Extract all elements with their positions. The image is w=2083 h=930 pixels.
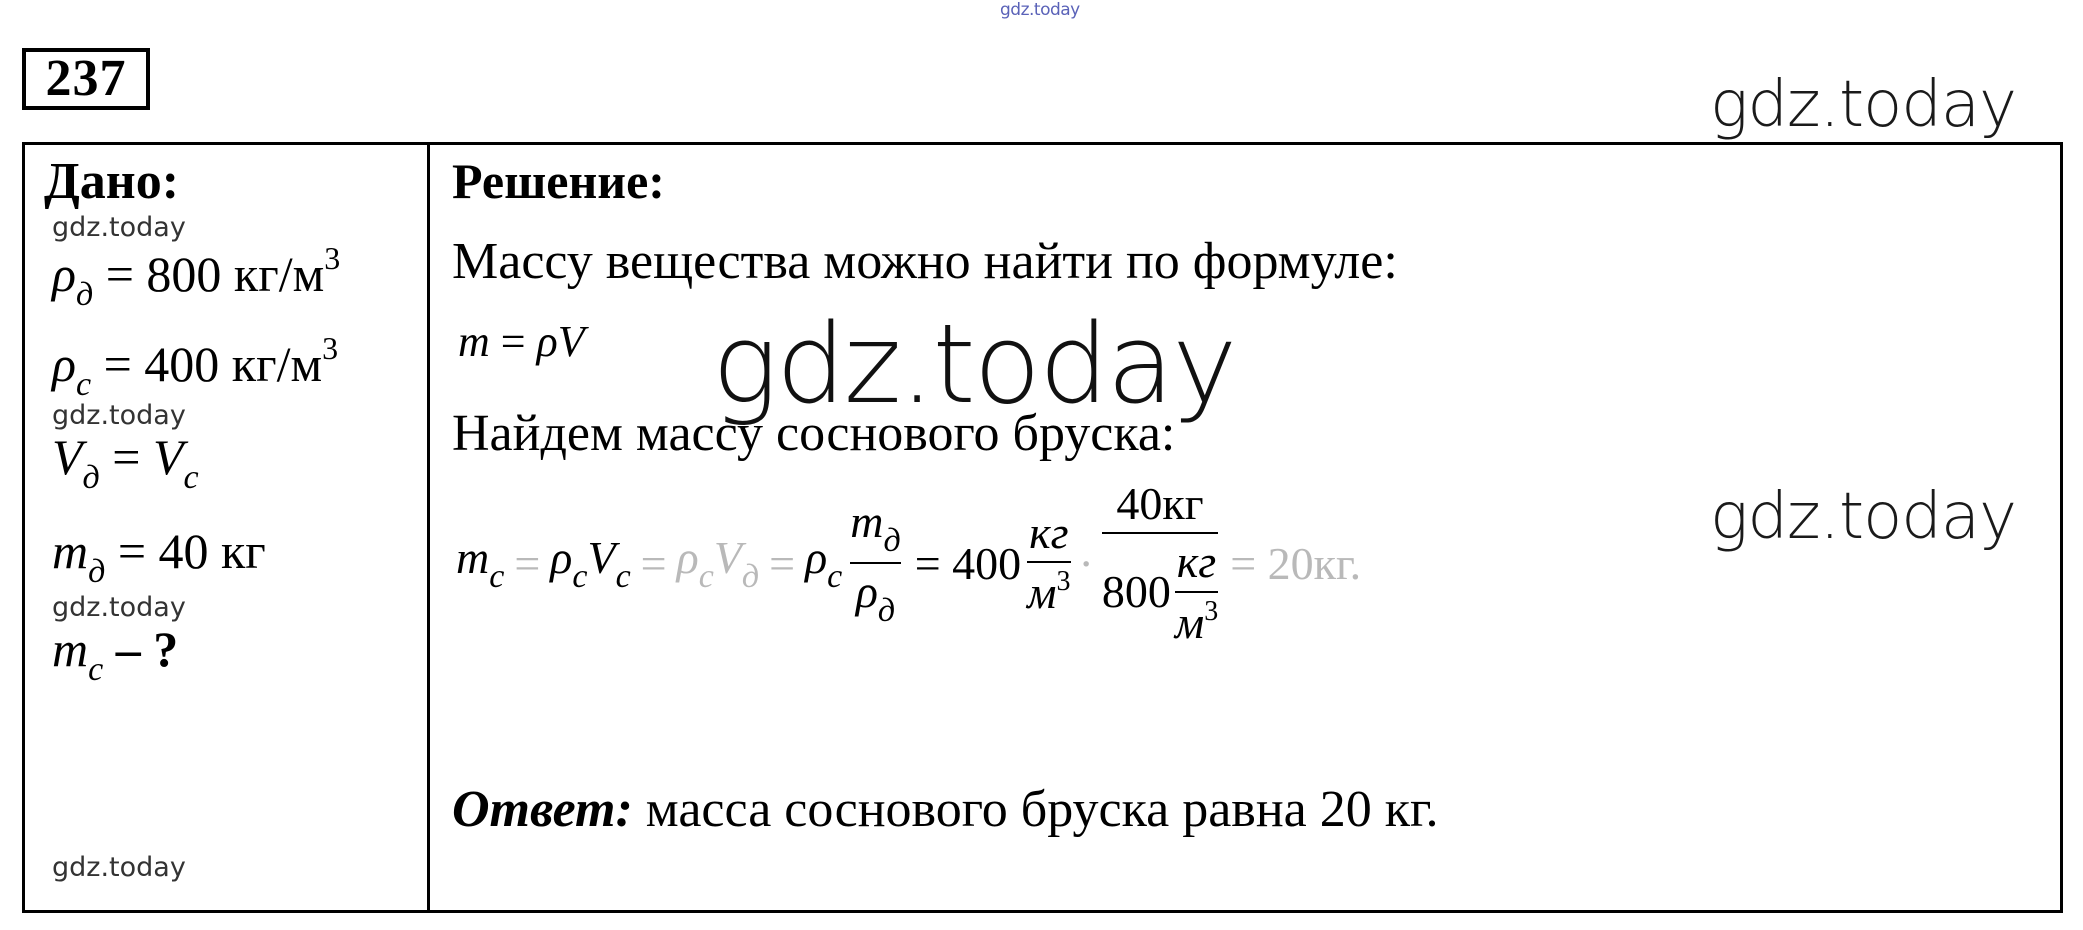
volume-symbol: V — [152, 429, 184, 485]
unit-exponent: 3 — [1204, 595, 1219, 627]
fraction-denominator — [1102, 538, 1218, 647]
v-symbol: V — [713, 531, 742, 583]
rho-symbol: ρ — [550, 531, 573, 583]
solution-line-1: Массу вещества можно найти по формуле: — [452, 233, 1398, 290]
v-subscript: c — [615, 557, 631, 595]
equals-sign: = — [112, 429, 141, 485]
given-title: Дано: — [44, 153, 180, 210]
fraction-kg-per-m3 — [1175, 538, 1218, 647]
volume-subscript: д — [82, 459, 100, 496]
rho-symbol: ρ — [805, 531, 828, 583]
given-mass-oak — [52, 522, 266, 591]
volume-symbol: V — [52, 429, 83, 485]
fraction-kg-per-m3 — [1027, 509, 1070, 618]
calc-rho-v — [550, 531, 630, 596]
fraction-denominator — [1027, 567, 1070, 617]
unit-kg: кг — [1176, 536, 1217, 588]
given-density-oak — [52, 240, 340, 314]
problem-number: 237 — [22, 48, 150, 110]
mass-subscript: с — [88, 651, 104, 688]
mass-symbol: m — [52, 523, 89, 579]
volume-subscript: с — [183, 459, 199, 496]
fraction-numerator — [850, 495, 901, 559]
v-symbol: V — [587, 531, 616, 583]
density-unit: кг/м — [233, 246, 325, 302]
fraction-numerator — [1027, 509, 1070, 557]
rho-subscript: д — [877, 592, 896, 630]
solution-title: Решение: — [452, 153, 665, 209]
solution-line-2: Найдем массу соснового бруска: — [452, 405, 1176, 462]
mass-formula — [458, 316, 585, 367]
rho-symbol: ρ — [52, 336, 76, 392]
density-value: = 800 — [105, 246, 222, 302]
fraction-numerator — [1102, 480, 1218, 528]
multiply-dot: · — [1078, 537, 1094, 589]
v-subscript: д — [741, 557, 760, 595]
answer-label: Ответ: — [452, 781, 633, 838]
calc-mass-pine — [456, 531, 504, 596]
fraction-numerator — [1175, 538, 1218, 586]
watermark-given-1: gdz.today — [52, 212, 186, 243]
watermark-given-bottom: gdz.today — [52, 852, 186, 883]
unknown-mark: – ? — [115, 621, 179, 677]
unit-exponent: 3 — [322, 330, 339, 366]
answer-text: масса соснового бруска равна 20 кг. — [632, 781, 1439, 838]
unit-exponent: 3 — [324, 240, 341, 276]
formula-rhs: ρV — [536, 317, 585, 366]
calc-rho-pine — [805, 531, 842, 596]
rho-symbol: ρ — [676, 531, 699, 583]
given-density-pine — [52, 330, 338, 404]
result-20kg: = 20кг. — [1230, 537, 1362, 589]
formula-lhs: m — [458, 317, 490, 366]
answer — [452, 780, 1438, 839]
unit-kg: кг — [1029, 507, 1069, 559]
given-volume-equality — [52, 428, 199, 497]
fraction-denominator — [850, 568, 900, 629]
fraction-mass-over-oak-density — [1102, 480, 1218, 647]
value-40kg: 40кг — [1116, 478, 1204, 529]
rho-subscript: д — [76, 276, 94, 313]
mass-subscript: д — [88, 553, 106, 590]
m-subscript: д — [883, 521, 901, 559]
mass-value: = 40 кг — [117, 523, 266, 579]
density-value: = 400 — [103, 336, 220, 392]
unit-m: м — [1027, 567, 1057, 619]
equals-sign: = — [640, 537, 667, 589]
equals-sign: = — [769, 537, 796, 589]
density-unit: кг/м — [231, 336, 323, 392]
given-mass-pine-unknown — [52, 620, 178, 689]
fraction-bar — [1175, 591, 1218, 593]
m-symbol: m — [850, 495, 884, 547]
rho-subscript: c — [827, 557, 843, 595]
rho-symbol: ρ — [855, 566, 878, 618]
value-800: 800 — [1101, 566, 1171, 618]
formula-equals: = — [500, 317, 526, 366]
watermark-center: gdz.today — [712, 300, 1236, 428]
rho-subscript: c — [572, 557, 588, 595]
watermark-given-2: gdz.today — [52, 400, 186, 431]
mass-symbol: m — [52, 621, 89, 677]
equals-sign: = — [514, 537, 541, 589]
unit-m: м — [1174, 596, 1205, 648]
value-400: = 400 — [914, 537, 1022, 589]
m-symbol: m — [456, 531, 490, 583]
calculation — [456, 480, 1361, 647]
fraction-bar — [850, 562, 900, 564]
watermark-top: gdz.today — [1000, 0, 1080, 20]
rho-subscript: с — [76, 366, 92, 403]
column-divider — [427, 142, 430, 913]
watermark-given-3: gdz.today — [52, 592, 186, 623]
fraction-bar — [1027, 561, 1070, 563]
watermark-right-mid: gdz.today — [1710, 480, 2016, 554]
fraction-bar — [1102, 532, 1218, 534]
fraction-denominator — [1175, 597, 1218, 647]
unit-exponent: 3 — [1056, 566, 1071, 598]
m-subscript: c — [489, 557, 505, 595]
rho-symbol: ρ — [52, 246, 76, 302]
calc-rho-v-oak — [677, 531, 760, 596]
rho-subscript: c — [698, 557, 714, 595]
fraction-mass-over-density — [850, 495, 901, 630]
watermark-right-top: gdz.today — [1710, 68, 2016, 142]
